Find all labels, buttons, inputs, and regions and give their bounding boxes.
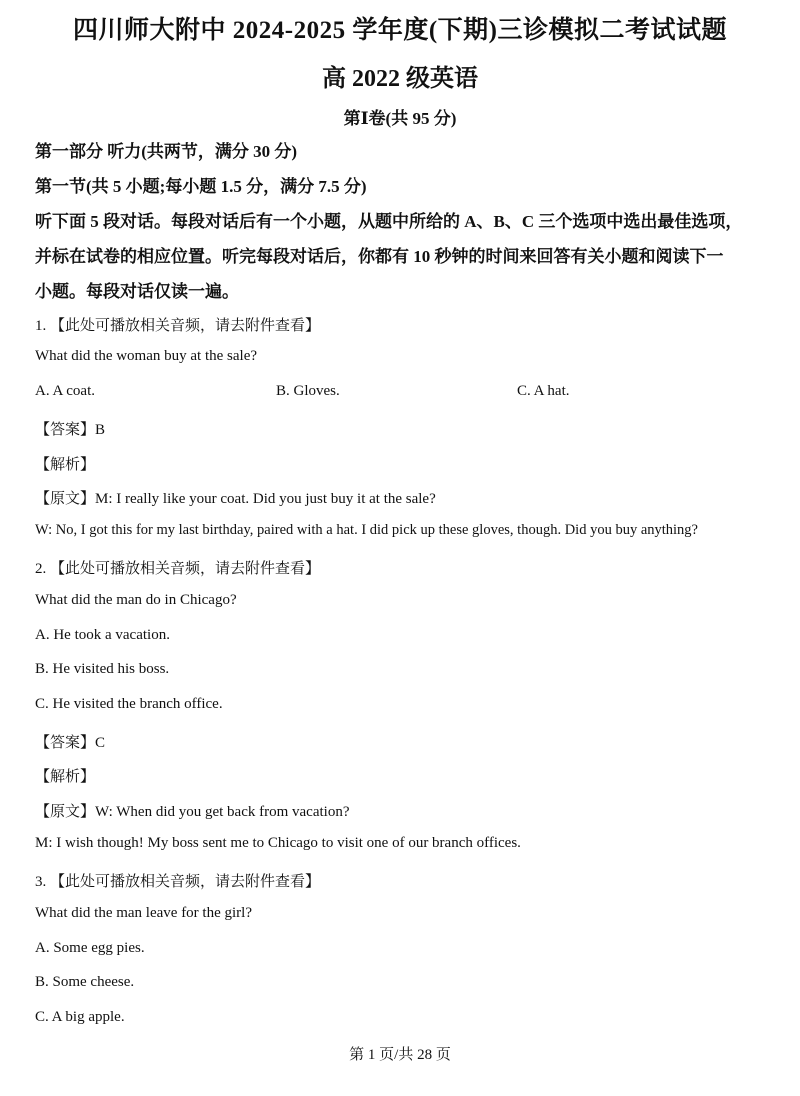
q2-option-a: A. He took a vacation. — [35, 627, 170, 643]
q2-option-c: C. He visited the branch office. — [35, 696, 223, 712]
q3-question: What did the man leave for the girl? — [35, 905, 252, 921]
instructions-line-1: 听下面 5 段对话。每段对话后有一个小题，从题中所给的 A、B、C 三个选项中选出最佳选项， — [35, 212, 743, 231]
q1-question: What did the woman buy at the sale? — [35, 348, 258, 364]
q1-transcript-1: 【原文】M: I really like your coat. Did you just buy it at the sale? — [35, 491, 436, 507]
instructions-line-3: 小题。每段对话仅读一遍。 — [35, 282, 239, 301]
volume-heading: 第Ⅰ卷(共 95 分) — [343, 109, 457, 128]
q3-option-c: C. A big apple. — [35, 1009, 125, 1025]
q2-question: What did the man do in Chicago? — [35, 592, 237, 608]
q2-transcript-2: M: I wish though! My boss sent me to Chicago to visit one of our branch offices. — [35, 835, 521, 851]
q1-option-c: C. A hat. — [517, 383, 570, 399]
q2-audio-header: 2. 【此处可播放相关音频，请去附件查看】 — [35, 561, 321, 577]
section1-heading: 第一节(共 5 小题;每小题 1.5 分，满分 7.5 分) — [35, 177, 367, 196]
q1-answer: 【答案】B — [35, 422, 106, 438]
q1-analysis: 【解析】 — [35, 457, 96, 473]
q3-option-b: B. Some cheese. — [35, 974, 135, 990]
exam-subtitle: 高 2022 级英语 — [322, 66, 478, 92]
page-number: 第 1 页/共 28 页 — [349, 1047, 451, 1063]
q1-option-a: A. A coat. — [35, 383, 95, 399]
q2-transcript-1: 【原文】W: When did you get back from vacation? — [35, 804, 350, 820]
q2-option-b: B. He visited his boss. — [35, 661, 170, 677]
q2-answer: 【答案】C — [35, 735, 106, 751]
q2-analysis: 【解析】 — [35, 769, 96, 785]
instructions-line-2: 并标在试卷的相应位置。听完每段对话后，你都有 10 秒钟的时间来回答有关小题和阅读下一 — [35, 247, 724, 266]
q1-option-b: B. Gloves. — [276, 383, 340, 399]
q1-transcript-2: W: No, I got this for my last birthday, paired with a hat. I did pick up these gloves, though. Did you buy anything? — [35, 522, 698, 538]
q3-audio-header: 3. 【此处可播放相关音频，请去附件查看】 — [35, 874, 321, 890]
part1-heading: 第一部分 听力(共两节，满分 30 分) — [35, 142, 298, 161]
q3-option-a: A. Some egg pies. — [35, 940, 145, 956]
q1-audio-header: 1. 【此处可播放相关音频，请去附件查看】 — [35, 318, 321, 334]
exam-title: 四川师大附中 2024-2025 学年度(下期)三诊模拟二考试试题 — [73, 17, 727, 44]
